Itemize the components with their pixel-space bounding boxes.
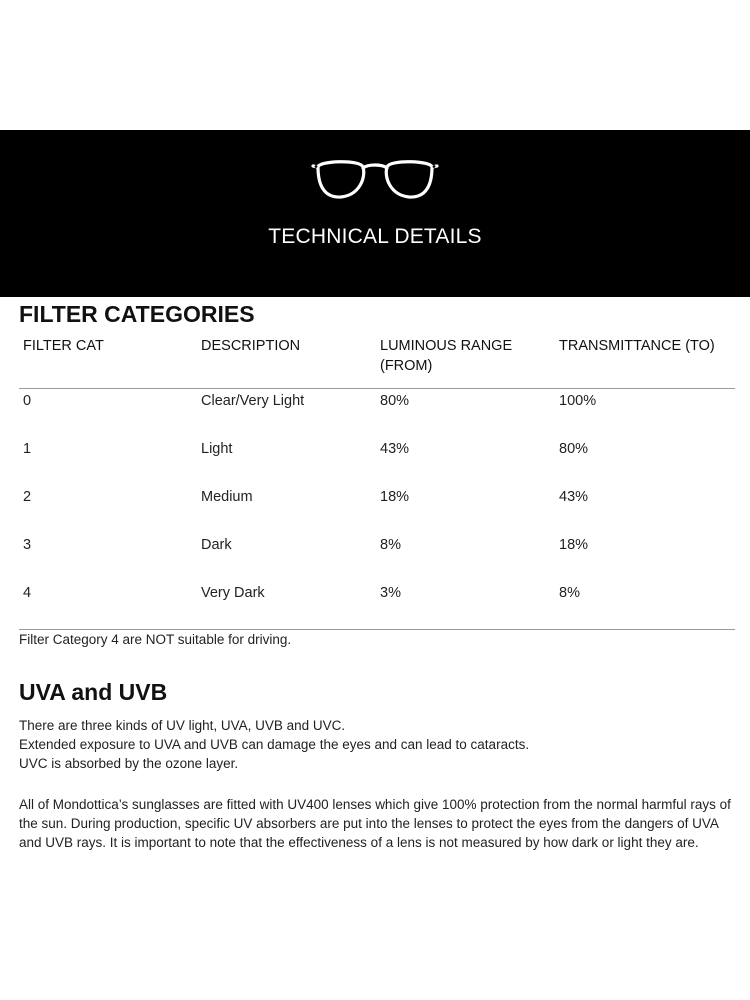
table-body	[19, 389, 735, 630]
luminous-range-cell: 18%	[380, 489, 410, 505]
table-row	[19, 535, 735, 555]
filter-categories-table	[19, 336, 735, 630]
uv-intro-line: There are three kinds of UV light, UVA, UVB and UVC.	[19, 718, 346, 733]
uv-intro-line: UVC is absorbed by the ozone layer.	[19, 756, 239, 771]
table-row	[19, 487, 735, 507]
transmittance-cell: 100%	[559, 393, 597, 409]
column-header-transmittance: TRANSMITTANCE (TO)	[559, 338, 715, 354]
transmittance-cell: 43%	[559, 489, 589, 505]
description-cell: Clear/Very Light	[201, 393, 305, 409]
uva-uvb-heading: UVA and UVB	[19, 679, 168, 705]
transmittance-cell: 8%	[559, 585, 580, 601]
glasses-icon	[310, 155, 440, 205]
banner-title: TECHNICAL DETAILS	[268, 225, 482, 248]
filter-cat-cell: 1	[23, 441, 32, 457]
uv-intro-paragraph	[19, 716, 734, 773]
description-cell: Dark	[201, 537, 232, 553]
column-header-filter-cat: FILTER CAT	[23, 338, 104, 354]
filter-categories-heading: FILTER CATEGORIES	[19, 301, 255, 327]
table-row	[19, 391, 735, 411]
filter-cat-cell: 3	[23, 537, 32, 553]
column-header-description: DESCRIPTION	[201, 338, 301, 354]
uv-intro-line: Extended exposure to UVA and UVB can damage the eyes and can lead to cataracts.	[19, 737, 530, 752]
luminous-range-cell: 80%	[380, 393, 410, 409]
filter-cat-cell: 0	[23, 393, 32, 409]
table-row	[19, 439, 735, 459]
filter-cat-cell: 2	[23, 489, 32, 505]
technical-details-banner	[0, 130, 750, 297]
filter-cat-cell: 4	[23, 585, 32, 601]
column-header-luminous-range: LUMINOUS RANGE (FROM)	[380, 338, 513, 374]
uv400-paragraph: All of Mondottica’s sunglasses are fitted with UV400 lenses which give 100% protection from the normal harmful rays of the sun. During production, specific UV absorbers are put into the lenses to protect the eyes from the dangers of UVA and UVB rays. It is important to note that the effectiveness of a lens is not measured by how dark or light they are.	[19, 797, 731, 850]
transmittance-cell: 80%	[559, 441, 589, 457]
luminous-range-cell: 3%	[380, 585, 401, 601]
description-cell: Medium	[201, 489, 253, 505]
description-cell: Light	[201, 441, 233, 457]
table-header	[19, 336, 735, 389]
driving-warning-note: Filter Category 4 are NOT suitable for driving.	[19, 632, 292, 647]
transmittance-cell: 18%	[559, 537, 589, 553]
table-row	[19, 583, 735, 603]
luminous-range-cell: 8%	[380, 537, 401, 553]
luminous-range-cell: 43%	[380, 441, 410, 457]
description-cell: Very Dark	[201, 585, 265, 601]
